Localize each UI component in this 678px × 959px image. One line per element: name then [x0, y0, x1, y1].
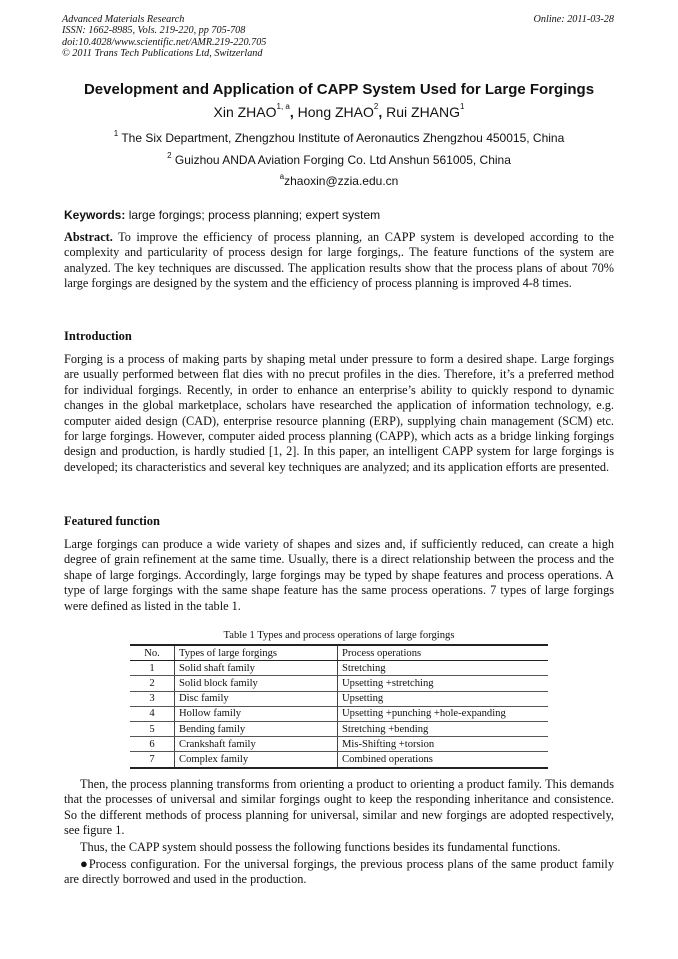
paragraph-product-family: Then, the process planning transforms from orienting a product to orienting a product family. This demands that the processes of universal and similar forgings ought to keep the responding inheritance and consistence. So the different methods of process planning for universal, similar and new forgings are adopted respectively, see figure 1.: [64, 777, 614, 838]
table-cell: Combined operations: [338, 752, 549, 768]
section-heading-featured-function: Featured function: [64, 514, 160, 528]
author-sep: ,: [378, 104, 387, 120]
bullet-icon: ●: [80, 856, 89, 871]
table-row: [130, 737, 548, 752]
table-cell: Solid block family: [175, 676, 338, 691]
table-header-cell: No.: [130, 645, 175, 661]
affiliation-text: The Six Department, Zhengzhou Institute of Aeronautics Zhengzhou 450015, China: [121, 131, 565, 145]
journal-name: Advanced Materials Research: [62, 14, 185, 25]
introduction-paragraph: Forging is a process of making parts by shaping metal under pressure to form a desired shape. Large forgings are usually performed between flat dies with no precut profiles in the dies. Therefore, it’s a preferred method for individual forgings. Recently, in order to enhance an enterprise’s ability to quickly respond to dynamic changes in the global marketplace, scholars have researched the application of information technology, e.g. computer aided design (CAD), enterprise resource planning (ERP), supplying chain management (SCM) etc. for large forgings. However, computer aided process planning (CAPP), which acts as a bridge linking forgings design and production, is hardly studied [1, 2]. In this paper, an intelligent CAPP system for large forgings is developed; its characteristics and several key techniques are analyzed; and its application efforts are presented.: [64, 352, 614, 474]
table-cell: Stretching: [338, 661, 549, 676]
table-cell: 4: [130, 706, 175, 721]
author-line: [40, 104, 638, 120]
table-header-row: [130, 645, 548, 661]
table-row: [130, 721, 548, 736]
table-cell: Hollow family: [175, 706, 338, 721]
table-cell: 5: [130, 721, 175, 736]
table-cell: Upsetting: [338, 691, 549, 706]
email-sup: a: [279, 172, 285, 181]
table-cell: Complex family: [175, 752, 338, 768]
table-row: [130, 691, 548, 706]
table-cell: 3: [130, 691, 175, 706]
table-cell: 1: [130, 661, 175, 676]
author-sup: 1, a: [276, 102, 290, 111]
author-name: Hong ZHAO: [297, 104, 374, 120]
abstract-text: To improve the efficiency of process planning, an CAPP system is developed according to the complexity and particularity of process design for large forgings,. The feature functions of the system are analyzed. The key techniques are discussed. The application results show that the process plans of about 70% large forgings are designed by the system and the efficiency of process planning is improved 4-8 times.: [64, 230, 614, 291]
section-heading-introduction: Introduction: [64, 329, 132, 343]
affiliation-2: [40, 153, 638, 167]
table-cell: Bending family: [175, 721, 338, 736]
affiliation-sup: 1: [113, 129, 119, 138]
table-row: [130, 752, 548, 768]
featured-paragraph: Large forgings can produce a wide variety of shapes and sizes and, if sufficiently reduced, can create a high degree of grain refinement at the same time. Usually, there is a direct relationship between the process and the shape of large forgings. Accordingly, large forgings may be typed by shape features and process operations. A type of large forgings with the same shape feature has the same process operations. 7 types of large forgings were defined as listed in the table 1.: [64, 537, 614, 613]
keywords: [64, 208, 380, 222]
table-header-cell: Process operations: [338, 645, 549, 661]
online-date: Online: 2011-03-28: [533, 14, 614, 25]
paragraph-functions: Thus, the CAPP system should possess the following functions besides its fundamental functions.: [80, 840, 561, 854]
table-cell: Mis-Shifting +torsion: [338, 737, 549, 752]
copyright-line: © 2011 Trans Tech Publications Ltd, Switzerland: [62, 47, 263, 59]
doi-line[interactable]: doi:10.4028/www.scientific.net/AMR.219-220.705: [62, 36, 267, 48]
keywords-text: large forgings; process planning; expert system: [125, 208, 381, 222]
table-cell: Crankshaft family: [175, 737, 338, 752]
abstract-label: Abstract.: [64, 230, 113, 244]
table-cell: 2: [130, 676, 175, 691]
paper-title: Development and Application of CAPP System Used for Large Forgings: [83, 81, 595, 98]
table-row: [130, 676, 548, 691]
table-cell: 7: [130, 752, 175, 768]
table-1: [130, 644, 548, 769]
table-cell: Disc family: [175, 691, 338, 706]
process-configuration-text: Process configuration. For the universal forgings, the previous process plans of the same product family are directly borrowed and used in the production.: [64, 857, 614, 887]
table-cell: Upsetting +stretching: [338, 676, 549, 691]
email-address[interactable]: zhaoxin@zzia.edu.cn: [284, 174, 399, 188]
keywords-label: Keywords:: [64, 208, 126, 222]
affiliation-text: Guizhou ANDA Aviation Forging Co. Ltd Anshun 561005, China: [174, 153, 511, 167]
journal-header: [62, 14, 614, 59]
author-sup: 1: [460, 102, 465, 111]
table-row: [130, 661, 548, 676]
email-line: [40, 174, 638, 188]
table-cell: Upsetting +punching +hole-expanding: [338, 706, 549, 721]
table-caption: Table 1 Types and process operations of large forgings: [223, 630, 455, 641]
abstract: [64, 230, 614, 292]
table-cell: Solid shaft family: [175, 661, 338, 676]
table-row: [130, 706, 548, 721]
table-header-cell: Types of large forgings: [175, 645, 338, 661]
author-sup: 2: [373, 102, 379, 111]
paragraph-process-configuration: [64, 856, 614, 888]
affiliation-sup: 2: [167, 151, 172, 160]
author-name: Rui ZHANG: [386, 104, 461, 120]
table-cell: 6: [130, 737, 175, 752]
issn-line: ISSN: 1662-8985, Vols. 219-220, pp 705-708: [62, 25, 246, 37]
author-name: Xin ZHAO: [213, 104, 277, 120]
author-sep: ,: [289, 104, 298, 120]
affiliation-1: [40, 131, 638, 145]
table-cell: Stretching +bending: [338, 721, 549, 736]
